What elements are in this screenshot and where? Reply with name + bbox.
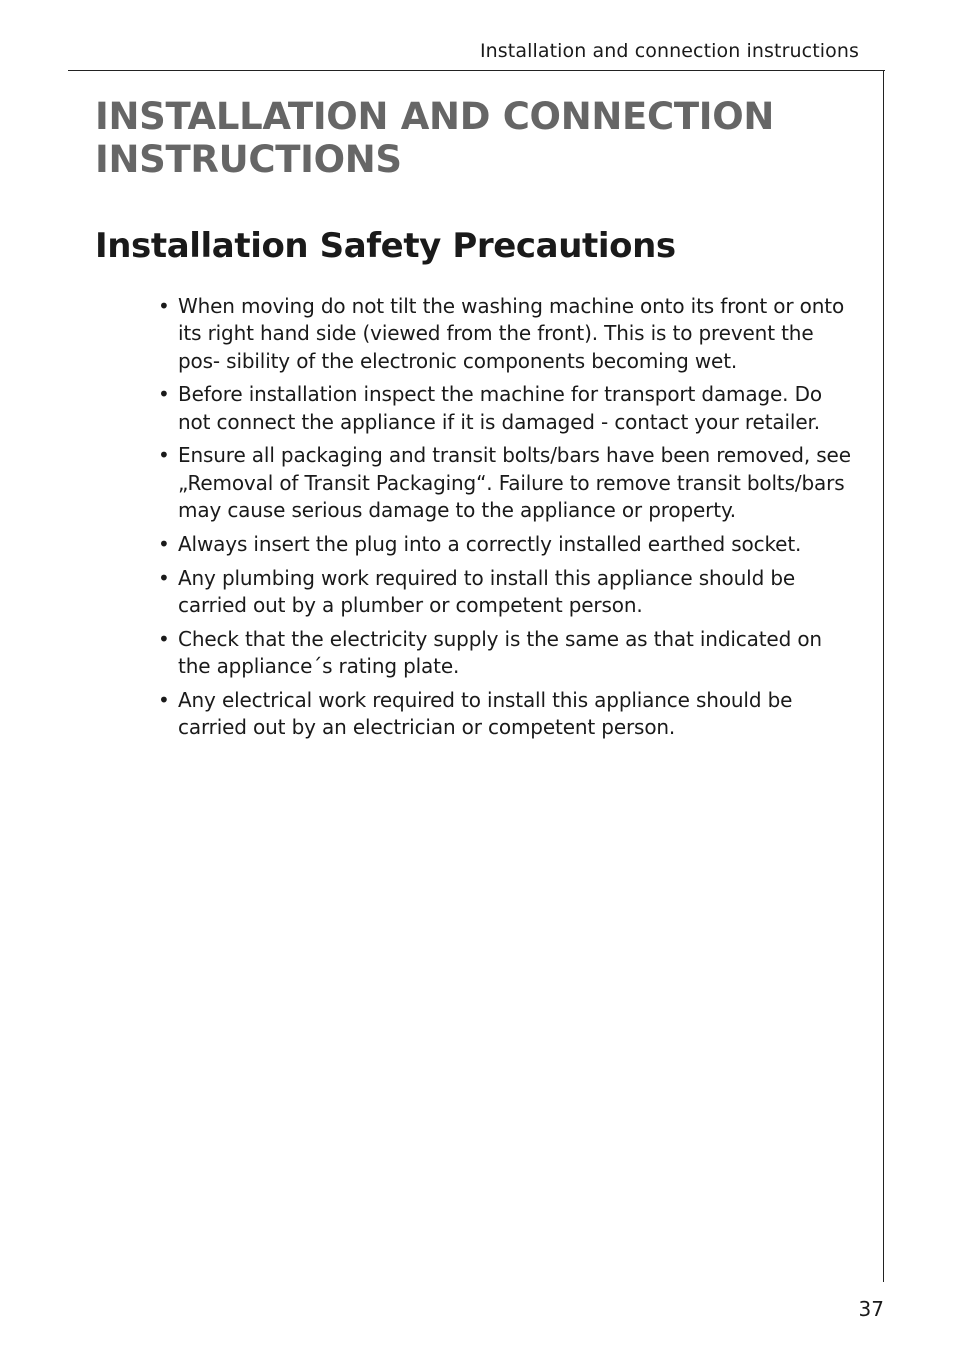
bullet-mark: • [158,531,170,556]
list-item-text: When moving do not tilt the washing machine onto its front or onto its right hand side (viewed from the front). This is to prevent the pos- sibility of the electronic components becoming wet. [178,294,845,373]
bullet-mark: • [158,382,170,407]
list-item [158,442,858,524]
list-item-text: Any electrical work required to install this appliance should be carried out by an electrician or competent person. [178,687,793,740]
bullet-mark: • [158,294,170,318]
list-item [158,565,858,620]
bullet-mark: • [158,626,170,651]
page-number: 37 [858,1297,884,1321]
section-title: Installation Safety Precautions [95,226,676,266]
bullet-mark: • [158,687,170,712]
list-item [158,687,858,742]
header-rule [68,70,885,71]
list-item [158,293,858,375]
list-item-text: Always insert the plug into a correctly installed earthed socket. [178,531,802,556]
list-item-text: Check that the electricity supply is the same as that indicated on the appliance´s rating plate. [178,626,822,679]
chapter-title: INSTALLATION AND CONNECTION INSTRUCTIONS [95,95,775,181]
running-header: Installation and connection instructions [479,40,859,62]
safety-precautions-list [158,293,858,748]
list-item [158,381,858,436]
list-item [158,626,858,681]
margin-rule [883,70,884,1282]
list-item [158,531,858,558]
list-item-text: Before installation inspect the machine for transport damage. Do not connect the appliance if it is damaged - contact your retailer. [178,382,822,434]
bullet-mark: • [158,443,170,468]
list-item-text: Ensure all packaging and transit bolts/bars have been removed, see „Removal of Transit Packaging“. Failure to remove transit bolts/bars may cause serious damage to the appliance or property. [178,443,851,523]
list-item-text: Any plumbing work required to install this appliance should be carried out by a plumber or competent person. [178,565,796,617]
bullet-mark: • [158,565,170,590]
